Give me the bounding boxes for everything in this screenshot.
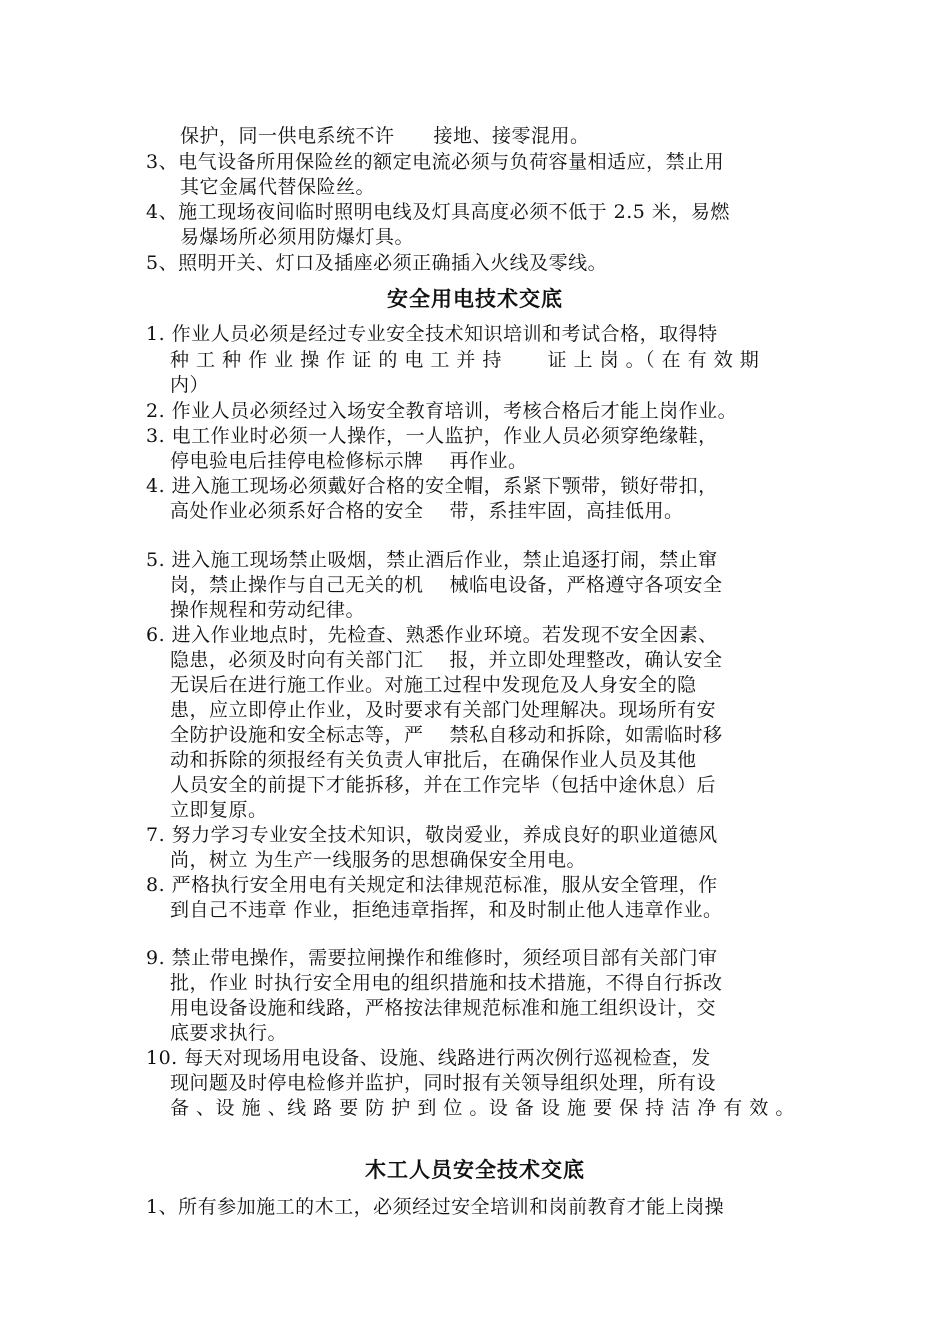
list-item-line: 患，应立即停止作业，及时要求有关部门处理解决。现场所有安: [170, 699, 717, 721]
list-item-line: 操作规程和劳动纪律。: [170, 599, 366, 621]
list-item-line: 停电验电后挂停电检修标示牌 再作业。: [170, 450, 528, 472]
list-item-line: 6. 进入作业地点时，先检查、熟悉作业环境。若发现不安全因素、: [146, 624, 718, 646]
list-item-line: 到自己不违章 作业，拒绝违章指挥，和及时制止他人违章作业。: [170, 899, 723, 921]
section-title: 木工人员安全技术交底: [365, 1157, 585, 1182]
list-item-line: 3. 电工作业时必须一人操作，一人监护，作业人员必须穿绝缘鞋，: [146, 425, 718, 447]
list-item-line: 全防护设施和安全标志等，严 禁私自移动和拆除，如需临时移: [170, 724, 723, 746]
list-item-line: 9. 禁止带电操作，需要拉闸操作和维修时，须经项目部有关部门审: [146, 947, 718, 969]
list-item-line: 种 工 种 作 业 操 作 证 的 电 工 并 持 证 上 岗 。（ 在 有 效 期: [170, 349, 760, 371]
list-item-line: 1、所有参加施工的木工，必须经过安全培训和岗前教育才能上岗操: [146, 1196, 725, 1218]
list-item-line: 尚，树立 为生产一线服务的思想确保安全用电。: [170, 849, 587, 871]
list-item-line: 批，作业 时执行安全用电的组织措施和技术措施，不得自行拆改: [170, 972, 723, 994]
list-item-line: 内）: [170, 374, 210, 396]
list-item-line: 立即复原。: [170, 799, 268, 821]
section-title: 安全用电技术交底: [387, 286, 563, 311]
list-item-line: 4. 进入施工现场必须戴好合格的安全帽，系紧下颚带，锁好带扣，: [146, 475, 718, 497]
list-item-line: 备 、设 施 、线 路 要 防 护 到 位 。设 备 设 施 要 保 持 洁 净 有 效 。: [170, 1097, 795, 1119]
text-line: 保护，同一供电系统不许 接地、接零混用。: [180, 125, 590, 147]
list-item-line: 1. 作业人员必须是经过专业安全技术知识培训和考试合格，取得特: [146, 323, 718, 345]
list-item-line: 8. 严格执行安全用电有关规定和法律规范标准，服从安全管理，作: [146, 874, 718, 896]
list-item-line: 隐患，必须及时向有关部门汇 报，并立即处理整改，确认安全: [170, 649, 723, 671]
list-item-line: 7. 努力学习专业安全技术知识，敬岗爱业，养成良好的职业道德风: [146, 824, 718, 846]
list-item-line: 10. 每天对现场用电设备、设施、线路进行两次例行巡视检查，发: [146, 1047, 711, 1069]
list-item-line: 用电设备设施和线路，严格按法律规范标准和施工组织设计，交: [170, 997, 717, 1019]
list-item-line: 高处作业必须系好合格的安全 带，系挂牢固，高挂低用。: [170, 500, 684, 522]
text-line: 4、施工现场夜间临时照明电线及灯具高度必须不低于 2.5 米，易燃: [146, 201, 730, 223]
text-line: 易爆场所必须用防爆灯具。: [180, 226, 415, 248]
list-item-line: 岗，禁止操作与自己无关的机 械临电设备，严格遵守各项安全: [170, 574, 723, 596]
list-item-line: 无误后在进行施工作业。对施工过程中发现危及人身安全的隐: [170, 674, 697, 696]
text-line: 其它金属代替保险丝。: [180, 176, 376, 198]
list-item-line: 现问题及时停电检修并监护，同时报有关领导组织处理，所有设: [170, 1072, 717, 1094]
list-item-line: 底要求执行。: [170, 1022, 288, 1044]
text-line: 5、照明开关、灯口及插座必须正确插入火线及零线。: [146, 252, 608, 274]
list-item-line: 2. 作业人员必须经过入场安全教育培训，考核合格后才能上岗作业。: [146, 400, 738, 422]
list-item-line: 动和拆除的须报经有关负责人审批后，在确保作业人员及其他: [170, 749, 697, 771]
list-item-line: 人员安全的前提下才能拆移，并在工作完毕（包括中途休息）后: [170, 774, 717, 796]
list-item-line: 5. 进入施工现场禁止吸烟，禁止酒后作业，禁止追逐打闹，禁止窜: [146, 549, 718, 571]
text-line: 3、电气设备所用保险丝的额定电流必须与负荷容量相适应，禁止用: [146, 151, 725, 173]
